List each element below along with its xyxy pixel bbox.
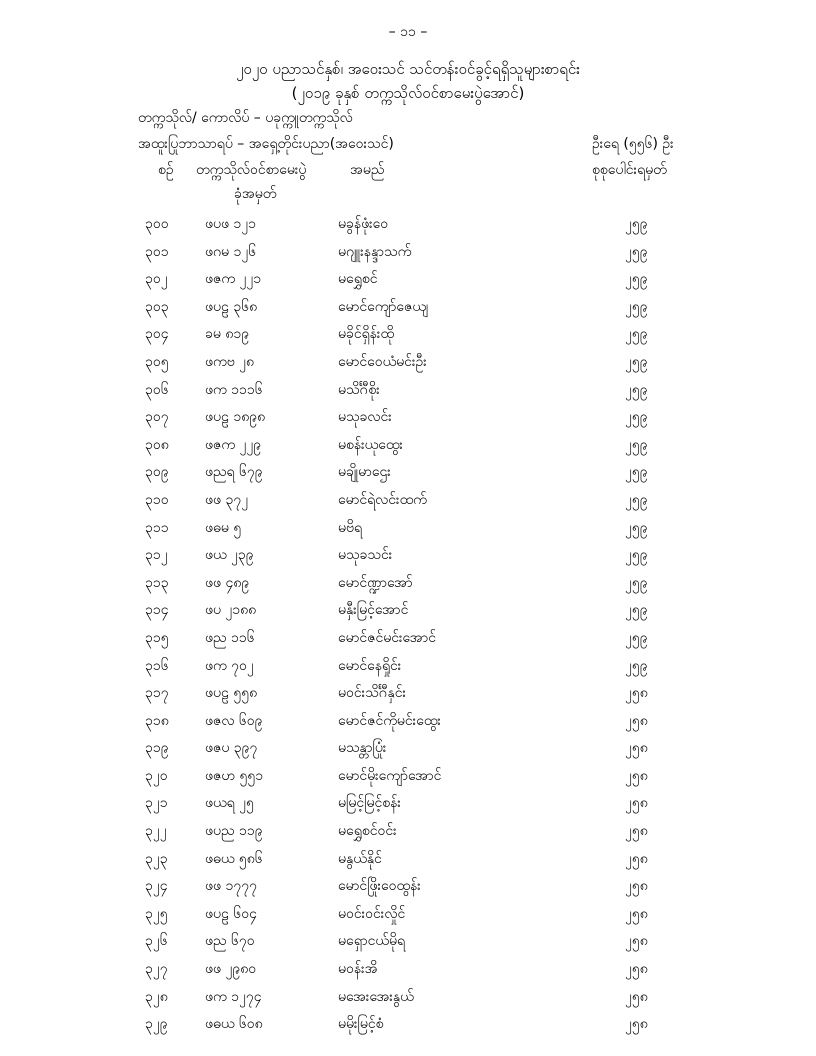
table-row: [0, 596, 816, 624]
total-score: ၂၅၉: [625, 547, 648, 564]
total-score: ၂၅၉: [625, 298, 648, 315]
row-number: ၃၂၀: [145, 767, 168, 784]
roll-number: ဖပ ၂၁၈၈: [205, 602, 257, 619]
student-name: မရွှေစင်: [338, 271, 378, 288]
roll-number: ဖဇဟ ၅၅၁: [205, 767, 264, 784]
roll-number: ဖဇက ၂၂၁: [205, 271, 262, 288]
row-number: ၃၁၄: [145, 602, 169, 619]
row-number: ၃၂၄: [145, 878, 168, 895]
table-row: [0, 541, 816, 569]
roll-number: ဖည ၁၁၆: [205, 629, 255, 646]
column-header-roll: တက္ကသိုလ်ဝင်စာမေးပွဲ: [196, 162, 307, 178]
table-row: [0, 1010, 816, 1038]
university-line: တက္ကသိုလ်/ ကောလိပ် – ပခုက္ကူတက္ကသိုလ်: [138, 110, 353, 126]
table-row: [0, 238, 816, 266]
total-score: ၂၅၈: [625, 933, 648, 950]
roll-number: ဖဇက ၂၂၉: [205, 436, 262, 453]
table-row: [0, 927, 816, 955]
row-number: ၃၁၅: [145, 629, 169, 646]
total-score: ၂၅၉: [625, 216, 648, 232]
student-name: မသုခသင်း: [338, 547, 393, 564]
table-row: [0, 514, 816, 542]
roll-number: ဖဇပ ၃၉၇: [205, 740, 258, 757]
roll-number: ဖပဠ ၆၀၄: [205, 905, 258, 922]
row-number: ၃၀၀: [145, 216, 169, 232]
student-name: မဝန်းအိ: [338, 961, 378, 978]
row-number: ၃၁၉: [145, 740, 169, 757]
row-number: ၃၀၁: [145, 243, 169, 260]
total-score: ၂၅၉: [625, 409, 648, 426]
column-header-no: စဉ်: [158, 162, 174, 178]
total-score: ၂၅၈: [625, 740, 648, 757]
row-number: ၃၁၂: [145, 547, 168, 564]
roll-number: ဖယ ၂၃၉: [205, 547, 254, 564]
table-row: [0, 817, 816, 845]
total-score: ၂၅၈: [625, 905, 648, 922]
roll-number: ဖဓမ ၅: [205, 519, 242, 536]
student-name: မောင်ဝေယံမင်းဦး: [338, 353, 427, 370]
student-name: မသိင်္ဂီစိုး: [338, 381, 380, 398]
total-score: ၂၅၉: [625, 271, 648, 288]
total-score: ၂၅၉: [625, 464, 648, 481]
student-name: မမိုးမြင့်စံ: [338, 1016, 384, 1033]
total-score: ၂၅၈: [625, 685, 648, 702]
table-row: [0, 872, 816, 900]
total-score: ၂၅၉: [625, 657, 648, 674]
table-row: [0, 845, 816, 873]
student-name: မရှောငယ်မိုရ: [338, 933, 406, 950]
table-row: [0, 955, 816, 983]
table-row: [0, 652, 816, 680]
student-name: မရွှေစင်ဝင်း: [338, 823, 397, 840]
total-score: ၂၅၈: [625, 961, 648, 978]
table-row: [0, 707, 816, 735]
student-list: [0, 210, 816, 1038]
roll-number: ဖဓယ ၆၀၈: [205, 1016, 263, 1033]
student-name: မချိုမာဌေး: [338, 464, 391, 481]
row-number: ၃၂၆: [145, 933, 168, 950]
table-row: [0, 679, 816, 707]
table-row: [0, 789, 816, 817]
row-number: ၃၀၃: [145, 298, 169, 315]
page-number: – ၁၁ –: [388, 24, 428, 40]
roll-number: ဖဓယ ၅၈၆: [205, 850, 263, 867]
row-number: ၃၁၈: [145, 712, 169, 729]
student-name: မောင်ဇင်ကိုမင်းထွေး: [338, 712, 441, 729]
table-row: [0, 265, 816, 293]
student-name: မမြင့်မြင့်စန်း: [338, 795, 401, 812]
row-number: ၃၂၈: [145, 988, 168, 1005]
row-number: ၃၀၄: [145, 326, 169, 343]
total-score: ၂၅၉: [625, 629, 648, 646]
roll-number: ဖက ၁၂၇၄: [205, 988, 262, 1005]
roll-number: ဖပဠ ၅၅၈: [205, 685, 258, 702]
roll-number: ဖယရ ၂၅: [205, 795, 254, 812]
student-name: မောင်ဏ္ဍာအော်: [338, 574, 413, 591]
total-score: ၂၅၈: [625, 1016, 648, 1033]
total-score: ၂၅၉: [625, 381, 648, 398]
row-number: ၃၂၉: [145, 1016, 168, 1033]
row-number: ၃၁၁: [145, 519, 169, 536]
row-number: ၃၁၆: [145, 657, 169, 674]
student-name: မနွယ်နိုင်: [338, 850, 382, 867]
total-score: ၂၅၉: [625, 326, 648, 343]
student-name: မဗိရ: [338, 519, 363, 536]
roll-number: ဖပဠ ၃၆၈: [205, 298, 258, 315]
total-score: ၂၅၈: [625, 850, 648, 867]
student-name: မသန္တာပြုံး: [338, 740, 387, 757]
total-count: ဦးရေ (၅၅၆) ဦး: [592, 136, 674, 152]
row-number: ၃၁၇: [145, 685, 169, 702]
roll-number: ဖဇလ ၆၀၉: [205, 712, 263, 729]
total-score: ၂၅၈: [625, 712, 648, 729]
student-name: မဝင်းဝင်းလှိုင်: [338, 905, 406, 922]
roll-number: ဖဂမ ၁၂၆: [205, 243, 257, 260]
student-name: မောင်ဖြိုးဝေထွန်း: [338, 878, 421, 895]
row-number: ၃၀၅: [145, 353, 169, 370]
total-score: ၂၅၈: [625, 767, 648, 784]
student-name: မနှီးမြင့်အောင်: [338, 602, 409, 619]
row-number: ၃၀၆: [145, 381, 169, 398]
table-row: [0, 624, 816, 652]
document-subtitle: (၂၀၁၉ ခုနှစ် တက္ကသိုလ်ဝင်စာမေးပွဲအောင်): [291, 84, 525, 102]
student-name: မောင်နေရှိုင်း: [338, 657, 402, 674]
roll-number: ဖကဗ ၂၈: [205, 353, 255, 370]
table-row: [0, 210, 816, 238]
table-row: [0, 569, 816, 597]
column-header-total: စုစုပေါင်းရမှတ်: [592, 162, 667, 178]
student-name: မောင်ကျော်ဇေယျ: [338, 298, 429, 315]
total-score: ၂၅၉: [625, 353, 648, 370]
row-number: ၃၀၇: [145, 409, 169, 426]
roll-number: ဖက ၁၁၁၆: [205, 381, 263, 398]
row-number: ၃၂၂: [145, 823, 167, 840]
student-name: မဂျူးနန္ဒာသက်: [338, 243, 412, 260]
roll-number: ဖပဖ ၁၂၁: [205, 216, 257, 232]
student-name: မဝင်းသိင်္ဂီနှင်း: [338, 685, 407, 702]
table-row: [0, 376, 816, 404]
roll-number: ဖဖ ၁၇၇၇: [205, 878, 257, 895]
row-number: ၃၂၅: [145, 905, 168, 922]
roll-number: ဖဖ ၃၇၂: [205, 491, 249, 508]
table-row: [0, 734, 816, 762]
roll-number: ဖည ၆၇၀: [205, 933, 255, 950]
total-score: ၂၅၉: [625, 602, 648, 619]
table-row: [0, 431, 816, 459]
student-name: မခိုင်ရှိန်းထို: [338, 326, 395, 343]
roll-number: ဖညရ ၆၇၉: [205, 464, 263, 481]
total-score: ၂၅၈: [625, 795, 648, 812]
roll-number: ဖပဠ ၁၈၉၈: [205, 409, 266, 426]
table-row: [0, 403, 816, 431]
table-row: [0, 348, 816, 376]
total-score: ၂၅၈: [625, 878, 648, 895]
row-number: ၃၁၃: [145, 574, 169, 591]
student-name: မသုခလင်း: [338, 409, 392, 426]
total-score: ၂၅၉: [625, 574, 648, 591]
document-title: ၂၀၂၀ ပညာသင်နှစ်၊ အဝေးသင် သင်တန်းဝင်ခွင့်ရရှိသူများစာရင်း: [236, 60, 580, 78]
column-header-roll-line2: ခုံအမှတ်: [234, 186, 277, 202]
row-number: ၃၀၉: [145, 464, 169, 481]
student-name: မောင်မိုးကျော်အောင်: [338, 767, 442, 784]
table-row: [0, 486, 816, 514]
roll-number: ဖက ၇၀၂: [205, 657, 254, 674]
row-number: ၃၂၁: [145, 795, 168, 812]
total-score: ၂၅၈: [625, 823, 648, 840]
specialization-line: အထူးပြုဘာသာရပ် – အရှေ့တိုင်းပညာ(အဝေးသင်): [138, 136, 394, 152]
total-score: ၂၅၉: [625, 491, 648, 508]
table-row: [0, 293, 816, 321]
column-header-name: အမည်: [350, 162, 385, 178]
total-score: ၂၅၈: [625, 988, 648, 1005]
row-number: ၃၁၀: [145, 491, 169, 508]
student-name: မောင်ဇင်မင်းအောင်: [338, 629, 436, 646]
total-score: ၂၅၉: [625, 243, 648, 260]
table-row: [0, 983, 816, 1011]
total-score: ၂၅၉: [625, 519, 648, 536]
row-number: ၃၀၈: [145, 436, 169, 453]
student-name: မစန်းယုထွေး: [338, 436, 403, 453]
row-number: ၃၂၇: [145, 961, 168, 978]
student-name: မအေးအေးနွယ်: [338, 988, 414, 1005]
roll-number: ဖဖ ၂၉၈၀: [205, 961, 257, 978]
table-row: [0, 900, 816, 928]
student-name: မောင်ရဲလင်းထက်: [338, 491, 427, 508]
row-number: ၃၀၂: [145, 271, 168, 288]
roll-number: ဖဖ ၄၈၉: [205, 574, 250, 591]
table-row: [0, 320, 816, 348]
student-name: မခွန်ဖုံးဝေ: [338, 216, 389, 232]
roll-number: ခမ ၈၁၉: [205, 326, 250, 343]
roll-number: ဖပည ၁၁၉: [205, 823, 263, 840]
table-row: [0, 458, 816, 486]
row-number: ၃၂၃: [145, 850, 168, 867]
total-score: ၂၅၉: [625, 436, 648, 453]
table-row: [0, 762, 816, 790]
